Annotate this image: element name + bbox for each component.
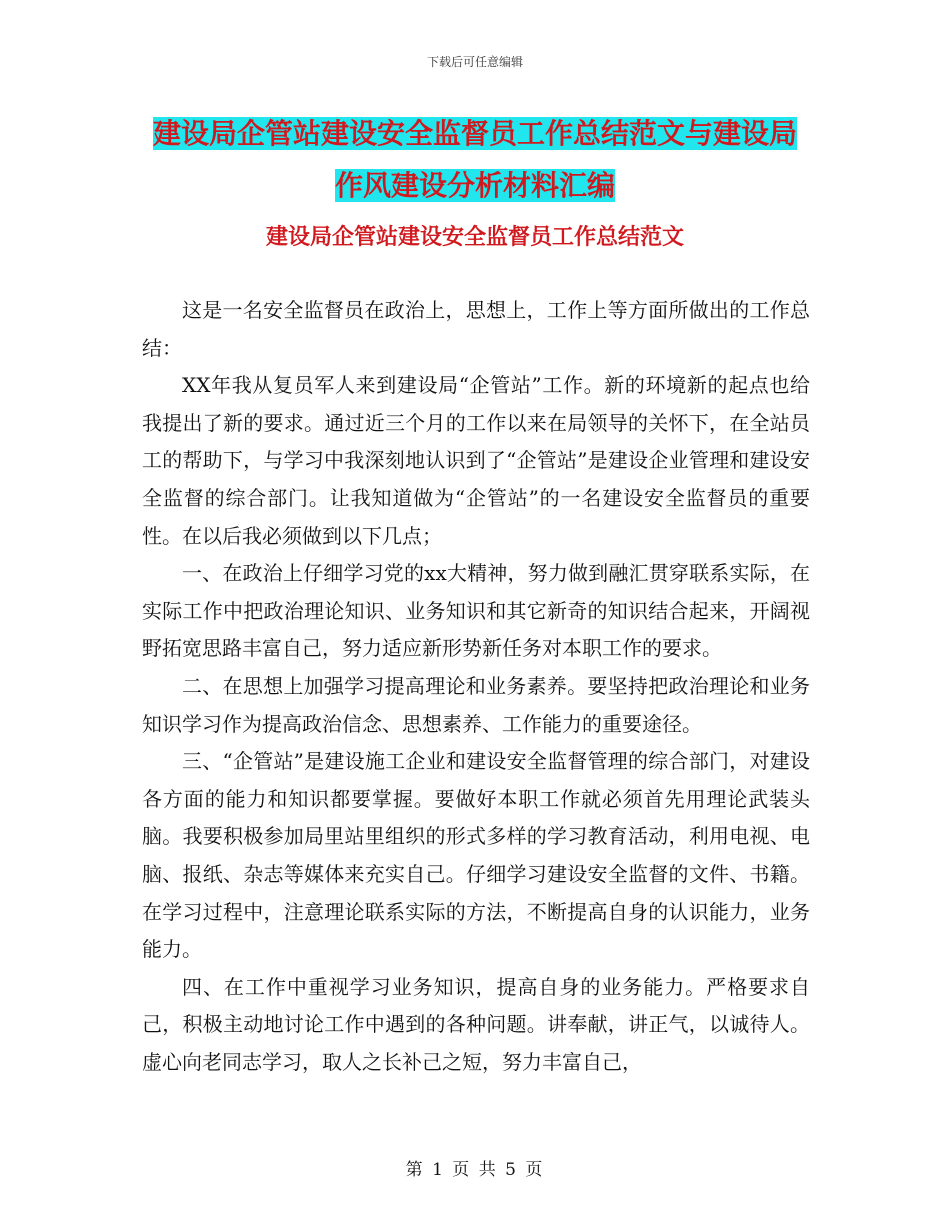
- paragraph: 这是一名安全监督员在政治上，思想上，工作上等方面所做出的工作总结：: [142, 298, 810, 360]
- paragraph: 四、在工作中重视学习业务知识，提高自身的业务能力。严格要求自己，积极主动地讨论工作中遇到的各种问题。讲奉献，讲正气，以诚待人。虚心向老同志学习，取人之长补己之短，努力丰富自己，: [142, 974, 810, 1074]
- document-body: [142, 292, 810, 1081]
- paragraph: 一、在政治上仔细学习党的xx大精神，努力做到融汇贯穿联系实际，在实际工作中把政治理论知识、业务知识和其它新奇的知识结合起来，开阔视野拓宽思路丰富自己，努力适应新形势新任务对本职工作的要求。: [142, 561, 810, 661]
- paragraph: XX年我从复员军人来到建设局“企管站”工作。新的环境新的起点也给我提出了新的要求。通过近三个月的工作以来在局领导的关怀下，在全站员工的帮助下，与学习中我深刻地认识到了“企管站”是建设企业管理和建设安全监督的综合部门。让我知道做为“企管站”的一名建设安全监督员的重要性。在以后我必须做到以下几点；: [142, 373, 810, 548]
- document-title-text: 建设局企管站建设安全监督员工作总结范文与建设局作风建设分析材料汇编: [152, 117, 797, 202]
- document-title: [140, 108, 810, 212]
- section-title: 建设局企管站建设安全监督员工作总结范文: [265, 225, 684, 250]
- paragraph: 二、在思想上加强学习提高理论和业务素养。要坚持把政治理论和业务知识学习作为提高政治信念、思想素养、工作能力的重要途径。: [142, 673, 810, 736]
- page-number: 第 1 页 共 5 页: [405, 1160, 545, 1180]
- page-header-note: 下载后可任意编辑: [426, 55, 523, 69]
- paragraph: 三、“企管站”是建设施工企业和建设安全监督管理的综合部门，对建设各方面的能力和知识都要掌握。要做好本职工作就必须首先用理论武装头脑。我要积极参加局里站里组织的形式多样的学习教育活动，利用电视、电脑、报纸、杂志等媒体来充实自己。仔细学习建设安全监督的文件、书籍。在学习过程中，注意理论联系实际的方法，不断提高自身的认识能力，业务能力。: [142, 749, 810, 962]
